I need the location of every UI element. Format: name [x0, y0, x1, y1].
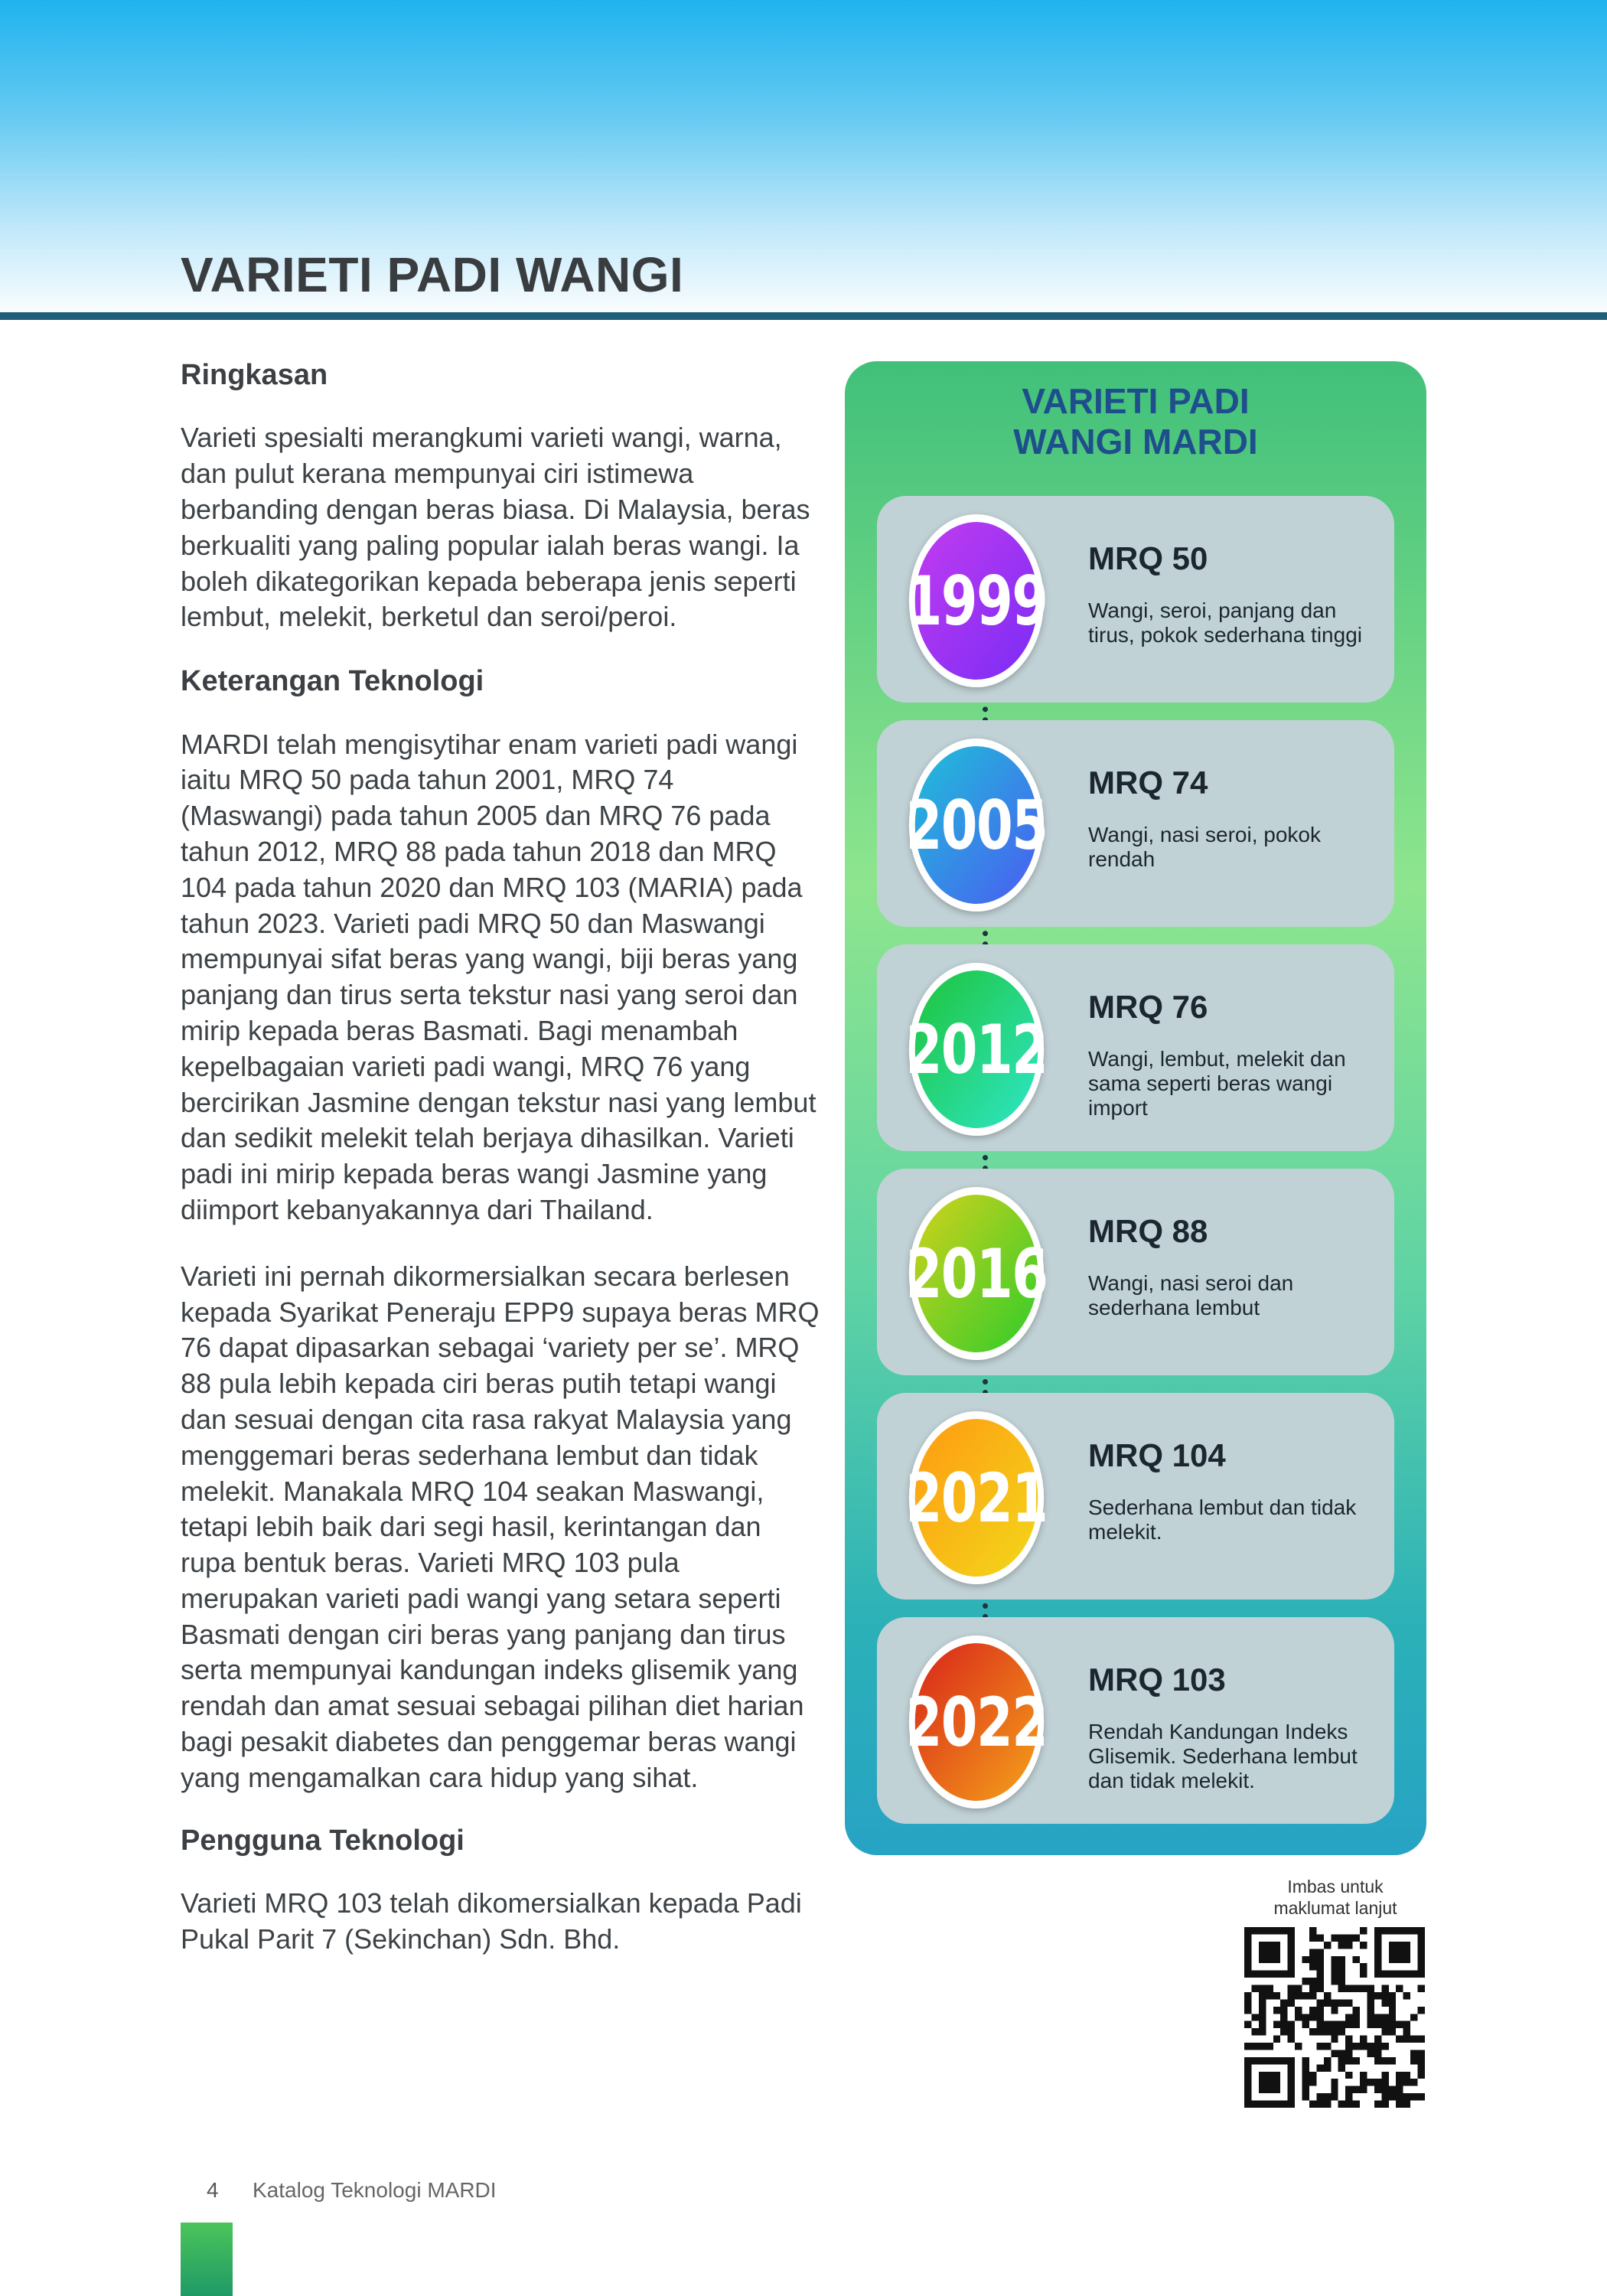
variety-description: Rendah Kandungan Indeks Glisemik. Sederhana lembut dan tidak melekit.	[1088, 1720, 1358, 1793]
variety-description: Wangi, lembut, melekit dan sama seperti beras wangi import	[1088, 1047, 1346, 1120]
timeline-title-line1: VARIETI PADI	[1022, 381, 1250, 421]
variety-description: Wangi, nasi seroi dan sederhana lembut	[1088, 1271, 1294, 1320]
variety-description: Sederhana lembut dan tidak melekit.	[1088, 1495, 1357, 1544]
technology-paragraph-2: Varieti ini pernah dikormersialkan secara berlesen kepada Syarikat Peneraju EPP9 supaya beras MRQ 76 dapat dipasarkan sebagai ‘variety per se’. MRQ 88 pula lebih kepada ciri beras putih tetapi wangi dan sesuai dengan cita rasa rakyat Malaysia yang menggemari beras sederhana lembut dan tidak melekit. Manakala MRQ 104 seakan Maswangi, tetapi lebih baik dari segi hasil, kerintangan dan rupa bentuk beras. Varieti MRQ 103 pula merupakan varieti padi wangi yang setara seperti Basmati dengan ciri beras yang panjang dan tirus serta mempunyai kandungan indeks glisemik yang rendah dan amat sesuai sebagai pilihan diet harian bagi pesakit diabetes dan penggemar beras wangi yang mengamalkan cara hidup yang sihat.	[181, 1260, 820, 1793]
summary-heading: Ringkasan	[181, 359, 328, 391]
variety-name: MRQ 74	[1088, 765, 1208, 801]
variety-description: Wangi, seroi, panjang dan tirus, pokok sederhana tinggi	[1088, 598, 1362, 647]
timeline-title	[845, 381, 1426, 463]
timeline-panel	[845, 361, 1426, 1855]
page-number: 4	[207, 2178, 219, 2202]
timeline-card	[877, 1393, 1394, 1600]
technology-paragraph-1: MARDI telah mengisytihar enam varieti padi wangi iaitu MRQ 50 pada tahun 2001, MRQ 74 (Maswangi) pada tahun 2005 dan MRQ 76 pada tahun 2012, MRQ 88 pada tahun 2018 dan MRQ 104 pada tahun 2020 dan MRQ 103 (MARIA) pada tahun 2023. Varieti padi MRQ 50 dan Maswangi mempunyai sifat beras yang wangi, biji beras yang panjang dan tirus serta tekstur nasi yang seroi dan mirip kepada beras Basmati. Bagi menambah kepelbagaian varieti padi wangi, MRQ 76 yang bercirikan Jasmine dengan tekstur nasi yang lembut dan sedikit melekit telah berjaya dihasilkan. Varieti padi ini mirip kepada beras wangi Jasmine yang diimport kebanyakannya dari Thailand.	[181, 728, 817, 1225]
qr-caption-line1: Imbas untuk	[1287, 1877, 1384, 1896]
year-badge: 2016	[909, 1187, 1044, 1360]
year-badge: 2021	[909, 1411, 1044, 1584]
catalog-name: Katalog Teknologi MARDI	[253, 2178, 497, 2202]
qr-code-icon[interactable]	[1244, 1927, 1425, 2108]
title-divider	[0, 312, 1607, 320]
users-paragraph: Varieti MRQ 103 telah dikomersialkan kepada Padi Pukal Parit 7 (Sekinchan) Sdn. Bhd.	[181, 1887, 802, 1955]
variety-name: MRQ 50	[1088, 540, 1208, 576]
technology-heading: Keterangan Teknologi	[181, 665, 484, 698]
variety-name: MRQ 104	[1088, 1437, 1226, 1473]
summary-paragraph: Varieti spesialti merangkumi varieti wangi, warna, dan pulut kerana mempunyai ciri istimewa berbanding dengan beras biasa. Di Malaysia, beras berkualiti yang paling popular ialah beras wangi. Ia boleh dikategorikan kepada beberapa jenis seperti lembut, melekit, berketul dan seroi/peroi.	[181, 422, 810, 633]
variety-name: MRQ 103	[1088, 1662, 1226, 1698]
variety-name: MRQ 88	[1088, 1213, 1208, 1249]
users-heading: Pengguna Teknologi	[181, 1824, 464, 1857]
timeline-card	[877, 720, 1394, 927]
year-badge: 2005	[909, 739, 1044, 912]
timeline-card	[877, 1169, 1394, 1375]
year-badge: 2012	[909, 963, 1044, 1136]
timeline-card	[877, 1617, 1394, 1824]
qr-caption-line2: maklumat lanjut	[1273, 1897, 1397, 1918]
qr-caption	[1232, 1877, 1439, 1919]
article-column	[181, 357, 823, 1958]
year-badge: 1999	[909, 514, 1044, 687]
page-title: VARIETI PADI WANGI	[181, 247, 684, 302]
variety-name: MRQ 76	[1088, 989, 1208, 1025]
timeline-card	[877, 496, 1394, 703]
timeline-card	[877, 944, 1394, 1151]
footer-color-tab	[181, 2223, 233, 2296]
year-badge: 2022	[909, 1636, 1044, 1808]
timeline-title-line2: WANGI MARDI	[1013, 422, 1258, 462]
variety-description: Wangi, nasi seroi, pokok rendah	[1088, 823, 1321, 872]
